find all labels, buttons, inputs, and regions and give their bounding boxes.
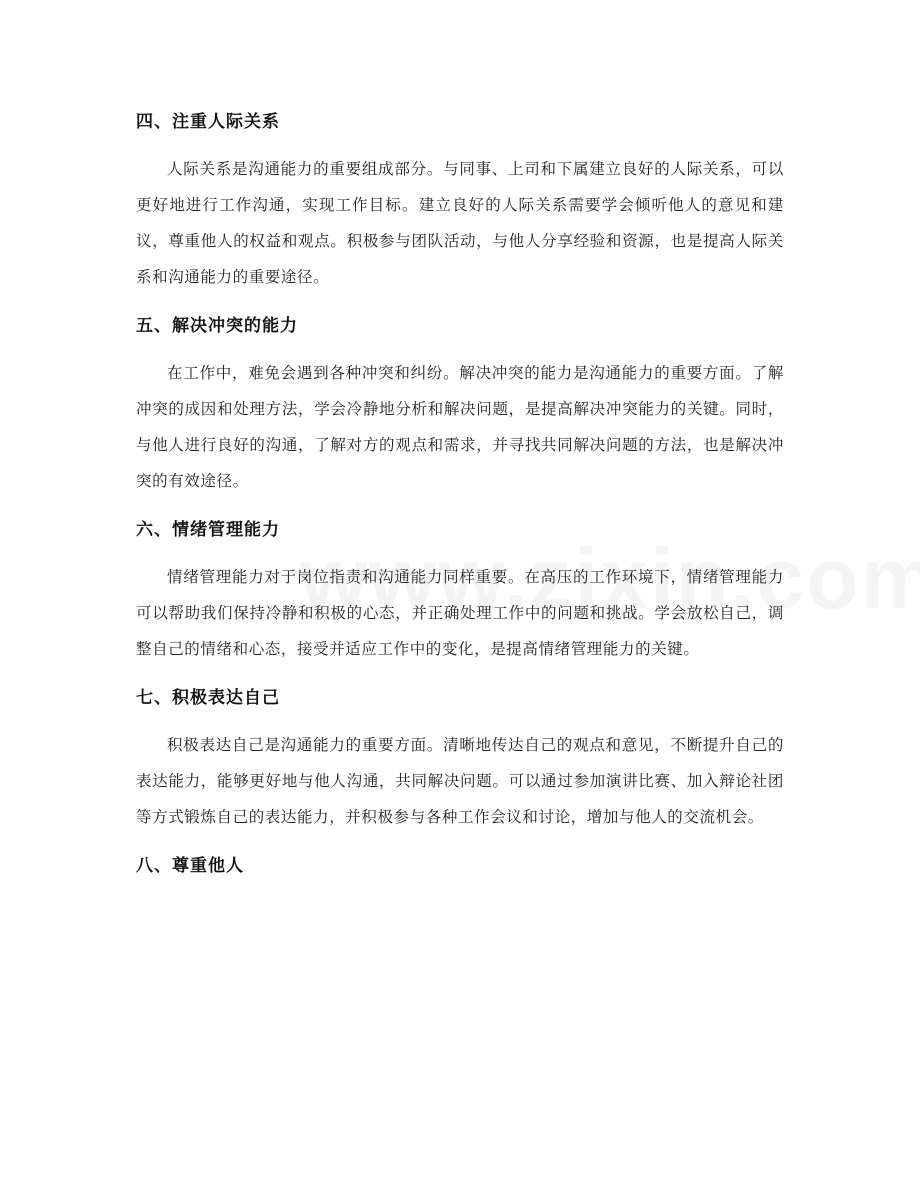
section-heading: 五、解决冲突的能力 xyxy=(136,316,298,336)
section-paragraph: 人际关系是沟通能力的重要组成部分。与同事、上司和下属建立良好的人际关系，可以更好地进行工作沟通，实现工作目标。建立良好的人际关系需要学会倾听他人的意见和建议，尊重他人的权益和观点。积极参与团队活动，与他人分享经验和资源，也是提高人际关系和沟通能力的重要途径。 xyxy=(136,160,784,286)
section-4 xyxy=(136,105,784,295)
section-paragraph: 情绪管理能力对于岗位指责和沟通能力同样重要。在高压的工作环境下，情绪管理能力可以帮助我们保持冷静和积极的心态，并正确处理工作中的问题和挑战。学会放松自己，调整自己的情绪和心态，接受并适应工作中的变化，是提高情绪管理能力的关键。 xyxy=(136,568,784,658)
section-heading: 七、积极表达自己 xyxy=(136,688,280,708)
section-7 xyxy=(136,681,784,835)
section-6 xyxy=(136,513,784,667)
section-paragraph: 积极表达自己是沟通能力的重要方面。清晰地传达自己的观点和意见，不断提升自己的表达能力，能够更好地与他人沟通，共同解决问题。可以通过参加演讲比赛、加入辩论社团等方式锻炼自己的表达能力，并积极参与各种工作会议和讨论，增加与他人的交流机会。 xyxy=(136,736,784,826)
section-heading: 四、注重人际关系 xyxy=(136,112,280,132)
section-paragraph: 在工作中，难免会遇到各种冲突和纠纷。解决冲突的能力是沟通能力的重要方面。了解冲突的成因和处理方法，学会冷静地分析和解决问题，是提高解决冲突能力的关键。同时，与他人进行良好的沟通，了解对方的观点和需求，并寻找共同解决问题的方法，也是解决冲突的有效途径。 xyxy=(136,364,784,490)
section-heading: 六、情绪管理能力 xyxy=(136,520,280,540)
section-heading: 八、尊重他人 xyxy=(136,856,244,876)
section-8 xyxy=(136,849,784,883)
document-body xyxy=(136,105,784,883)
section-5 xyxy=(136,309,784,499)
